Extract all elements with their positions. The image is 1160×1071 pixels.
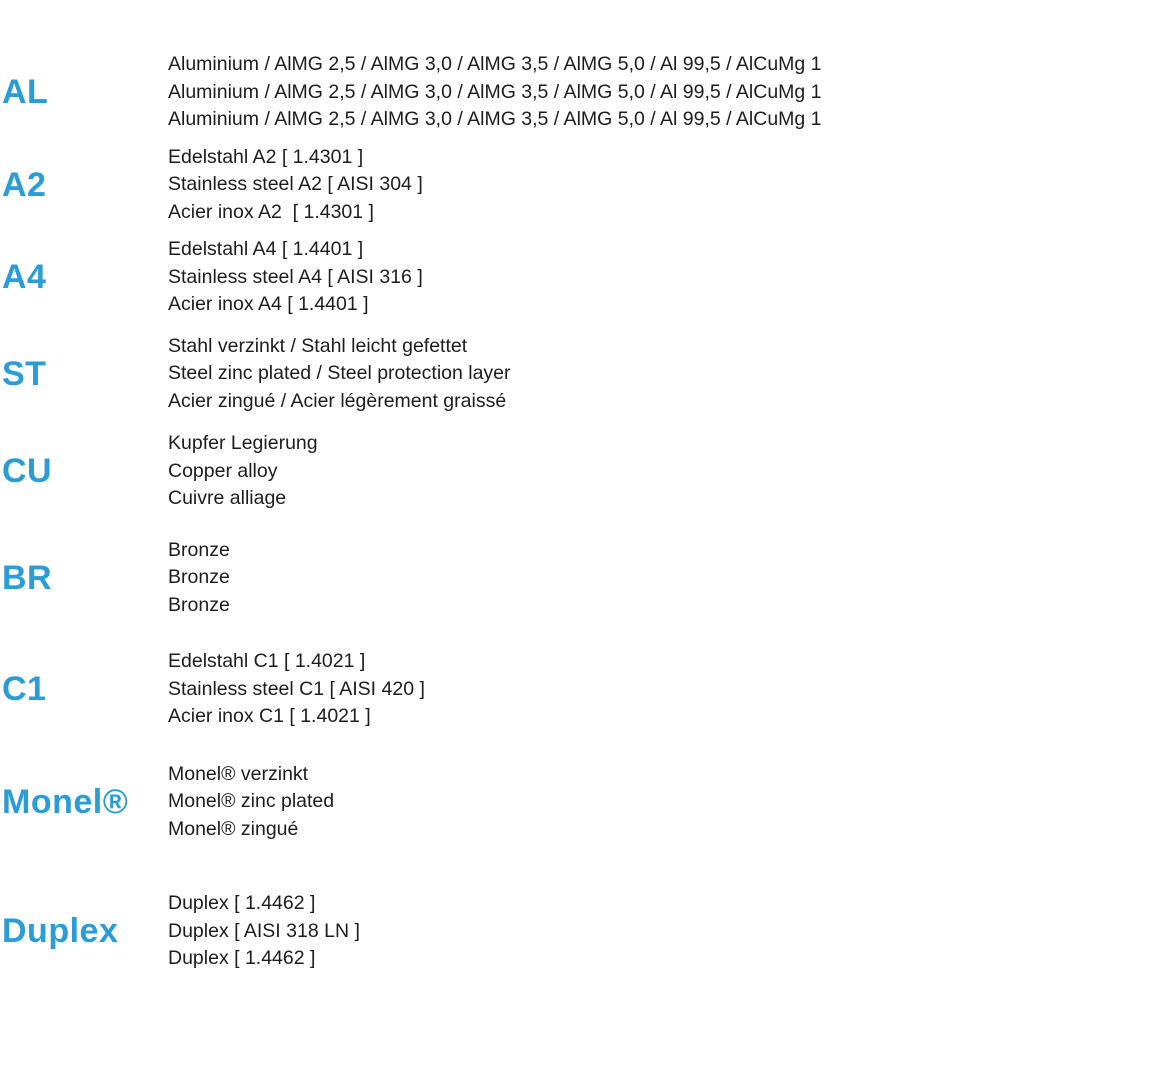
description-de: Kupfer Legierung (168, 432, 318, 454)
material-row (0, 648, 1160, 731)
description-en: Duplex [ AISI 318 LN ] (168, 919, 360, 942)
material-descriptions (168, 333, 511, 416)
material-code: BR (2, 558, 53, 597)
material-descriptions (168, 51, 822, 134)
material-descriptions (168, 761, 334, 844)
material-descriptions (168, 430, 318, 513)
description-en: Aluminium / AlMG 2,5 / AlMG 3,0 / AlMG 3,5 / AlMG 5,0 / Al 99,5 / AlCuMg 1 (168, 80, 822, 103)
description-en: Stainless steel A4 [ AISI 316 ] (168, 265, 423, 288)
description-en: Monel® zinc plated (168, 790, 335, 812)
description-en: Stainless steel C1 [ AISI 420 ] (168, 677, 425, 700)
material-row (0, 144, 1160, 227)
description-fr: Aluminium / AlMG 2,5 / AlMG 3,0 / AlMG 3,5 / AlMG 5,0 / Al 99,5 / AlCuMg 1 (168, 108, 822, 130)
description-fr: Acier inox C1 [ 1.4021 ] (168, 705, 371, 727)
material-code: ST (2, 354, 47, 393)
material-descriptions (168, 890, 360, 973)
description-fr: Acier inox A4 [ 1.4401 ] (168, 293, 369, 315)
description-de: Aluminium / AlMG 2,5 / AlMG 3,0 / AlMG 3,5 / AlMG 5,0 / Al 99,5 / AlCuMg 1 (168, 53, 822, 75)
description-de: Duplex [ 1.4462 ] (168, 892, 316, 914)
material-code: A4 (2, 258, 47, 297)
material-descriptions (168, 537, 230, 620)
description-de: Bronze (168, 538, 230, 561)
description-fr: Acier inox A2 [ 1.4301 ] (168, 200, 374, 223)
description-de: Monel® verzinkt (168, 762, 309, 785)
material-row (0, 51, 1160, 134)
material-row (0, 430, 1160, 513)
material-code: AL (2, 73, 49, 112)
material-code: CU (2, 452, 53, 491)
material-row (0, 537, 1160, 620)
description-de: Stahl verzinkt / Stahl leicht gefettet (168, 334, 468, 357)
description-de: Edelstahl C1 [ 1.4021 ] (168, 650, 366, 672)
description-fr: Duplex [ 1.4462 ] (168, 947, 316, 969)
description-fr: Monel® zingué (168, 817, 299, 840)
material-descriptions (168, 648, 425, 731)
material-code: A2 (2, 165, 47, 204)
description-fr: Cuivre alliage (168, 487, 287, 509)
description-en: Steel zinc plated / Steel protection layer (168, 362, 511, 384)
description-en: Stainless steel A2 [ AISI 304 ] (168, 173, 423, 195)
material-descriptions (168, 236, 423, 319)
material-row (0, 236, 1160, 319)
material-row (0, 333, 1160, 416)
material-code: Duplex (2, 912, 119, 951)
description-fr: Bronze (168, 593, 230, 616)
description-fr: Acier zingué / Acier légèrement graissé (168, 389, 507, 412)
material-row (0, 890, 1160, 973)
material-descriptions (168, 144, 423, 227)
description-de: Edelstahl A4 [ 1.4401 ] (168, 238, 364, 260)
description-en: Copper alloy (168, 459, 278, 482)
material-code: C1 (2, 670, 47, 709)
description-de: Edelstahl A2 [ 1.4301 ] (168, 145, 364, 168)
material-row (0, 761, 1160, 844)
material-code: Monel® (2, 782, 129, 821)
description-en: Bronze (168, 566, 230, 588)
